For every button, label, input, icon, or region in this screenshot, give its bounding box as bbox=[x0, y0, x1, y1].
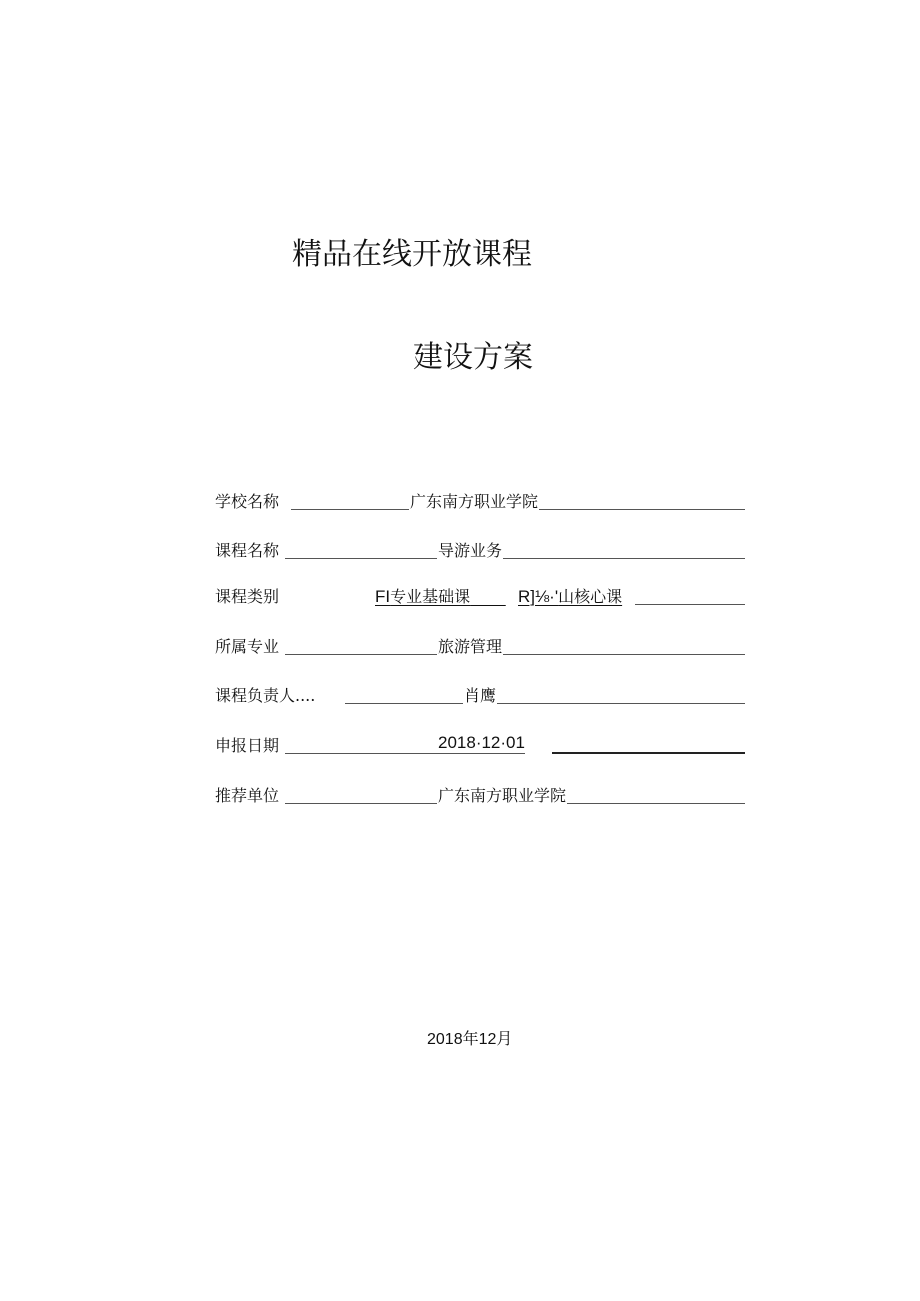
field-leader bbox=[215, 683, 745, 707]
field-recommender bbox=[215, 783, 745, 807]
footer-month: 12 bbox=[478, 1031, 497, 1048]
field-school bbox=[215, 489, 745, 513]
footer-month-unit: 月 bbox=[496, 1029, 513, 1048]
field-leader-value: 肖鹰 bbox=[463, 683, 497, 706]
course-type-core-checkbox[interactable]: R]⅛·' bbox=[518, 587, 559, 606]
course-type-option-core[interactable] bbox=[518, 584, 622, 607]
course-type-option-basic[interactable] bbox=[375, 584, 506, 607]
field-major-underline bbox=[285, 654, 745, 655]
course-type-basic-checkbox[interactable]: FI bbox=[375, 587, 391, 606]
field-course-type-underline bbox=[635, 604, 745, 605]
document-title-line2: 建设方案 bbox=[413, 340, 533, 375]
field-date-label: 申报日期 bbox=[215, 736, 280, 755]
course-type-core-text: 山核心课 bbox=[558, 587, 623, 606]
field-major-value: 旅游管理 bbox=[437, 634, 503, 657]
field-date-value: 2018·12·01 bbox=[438, 733, 525, 752]
course-type-basic-text: 专业基础课 bbox=[390, 587, 471, 606]
field-date-underline-left bbox=[285, 753, 525, 754]
field-major-label: 所属专业 bbox=[215, 637, 280, 656]
field-school-value: 广东南方职业学院 bbox=[409, 489, 539, 512]
field-recommender-value: 广东南方职业学院 bbox=[437, 783, 567, 806]
field-course-type bbox=[215, 584, 745, 608]
field-date bbox=[215, 733, 745, 757]
field-course-name bbox=[215, 538, 745, 562]
footer-year: 2018 bbox=[427, 1031, 463, 1048]
field-course-name-label: 课程名称 bbox=[215, 541, 280, 560]
footer-year-unit: 年 bbox=[462, 1029, 479, 1048]
field-leader-underline bbox=[345, 703, 745, 704]
field-course-type-label: 课程类别 bbox=[215, 587, 280, 606]
field-course-name-underline bbox=[285, 558, 745, 559]
field-school-label: 学校名称 bbox=[215, 492, 280, 511]
field-course-name-value: 导游业务 bbox=[437, 538, 503, 561]
field-leader-label: 课程负责人.... bbox=[215, 686, 316, 705]
document-title-line1: 精品在线开放课程 bbox=[292, 237, 532, 272]
field-major bbox=[215, 634, 745, 658]
field-recommender-label: 推荐单位 bbox=[215, 786, 280, 805]
footer-date bbox=[427, 1026, 512, 1049]
field-date-underline-right bbox=[552, 752, 745, 754]
